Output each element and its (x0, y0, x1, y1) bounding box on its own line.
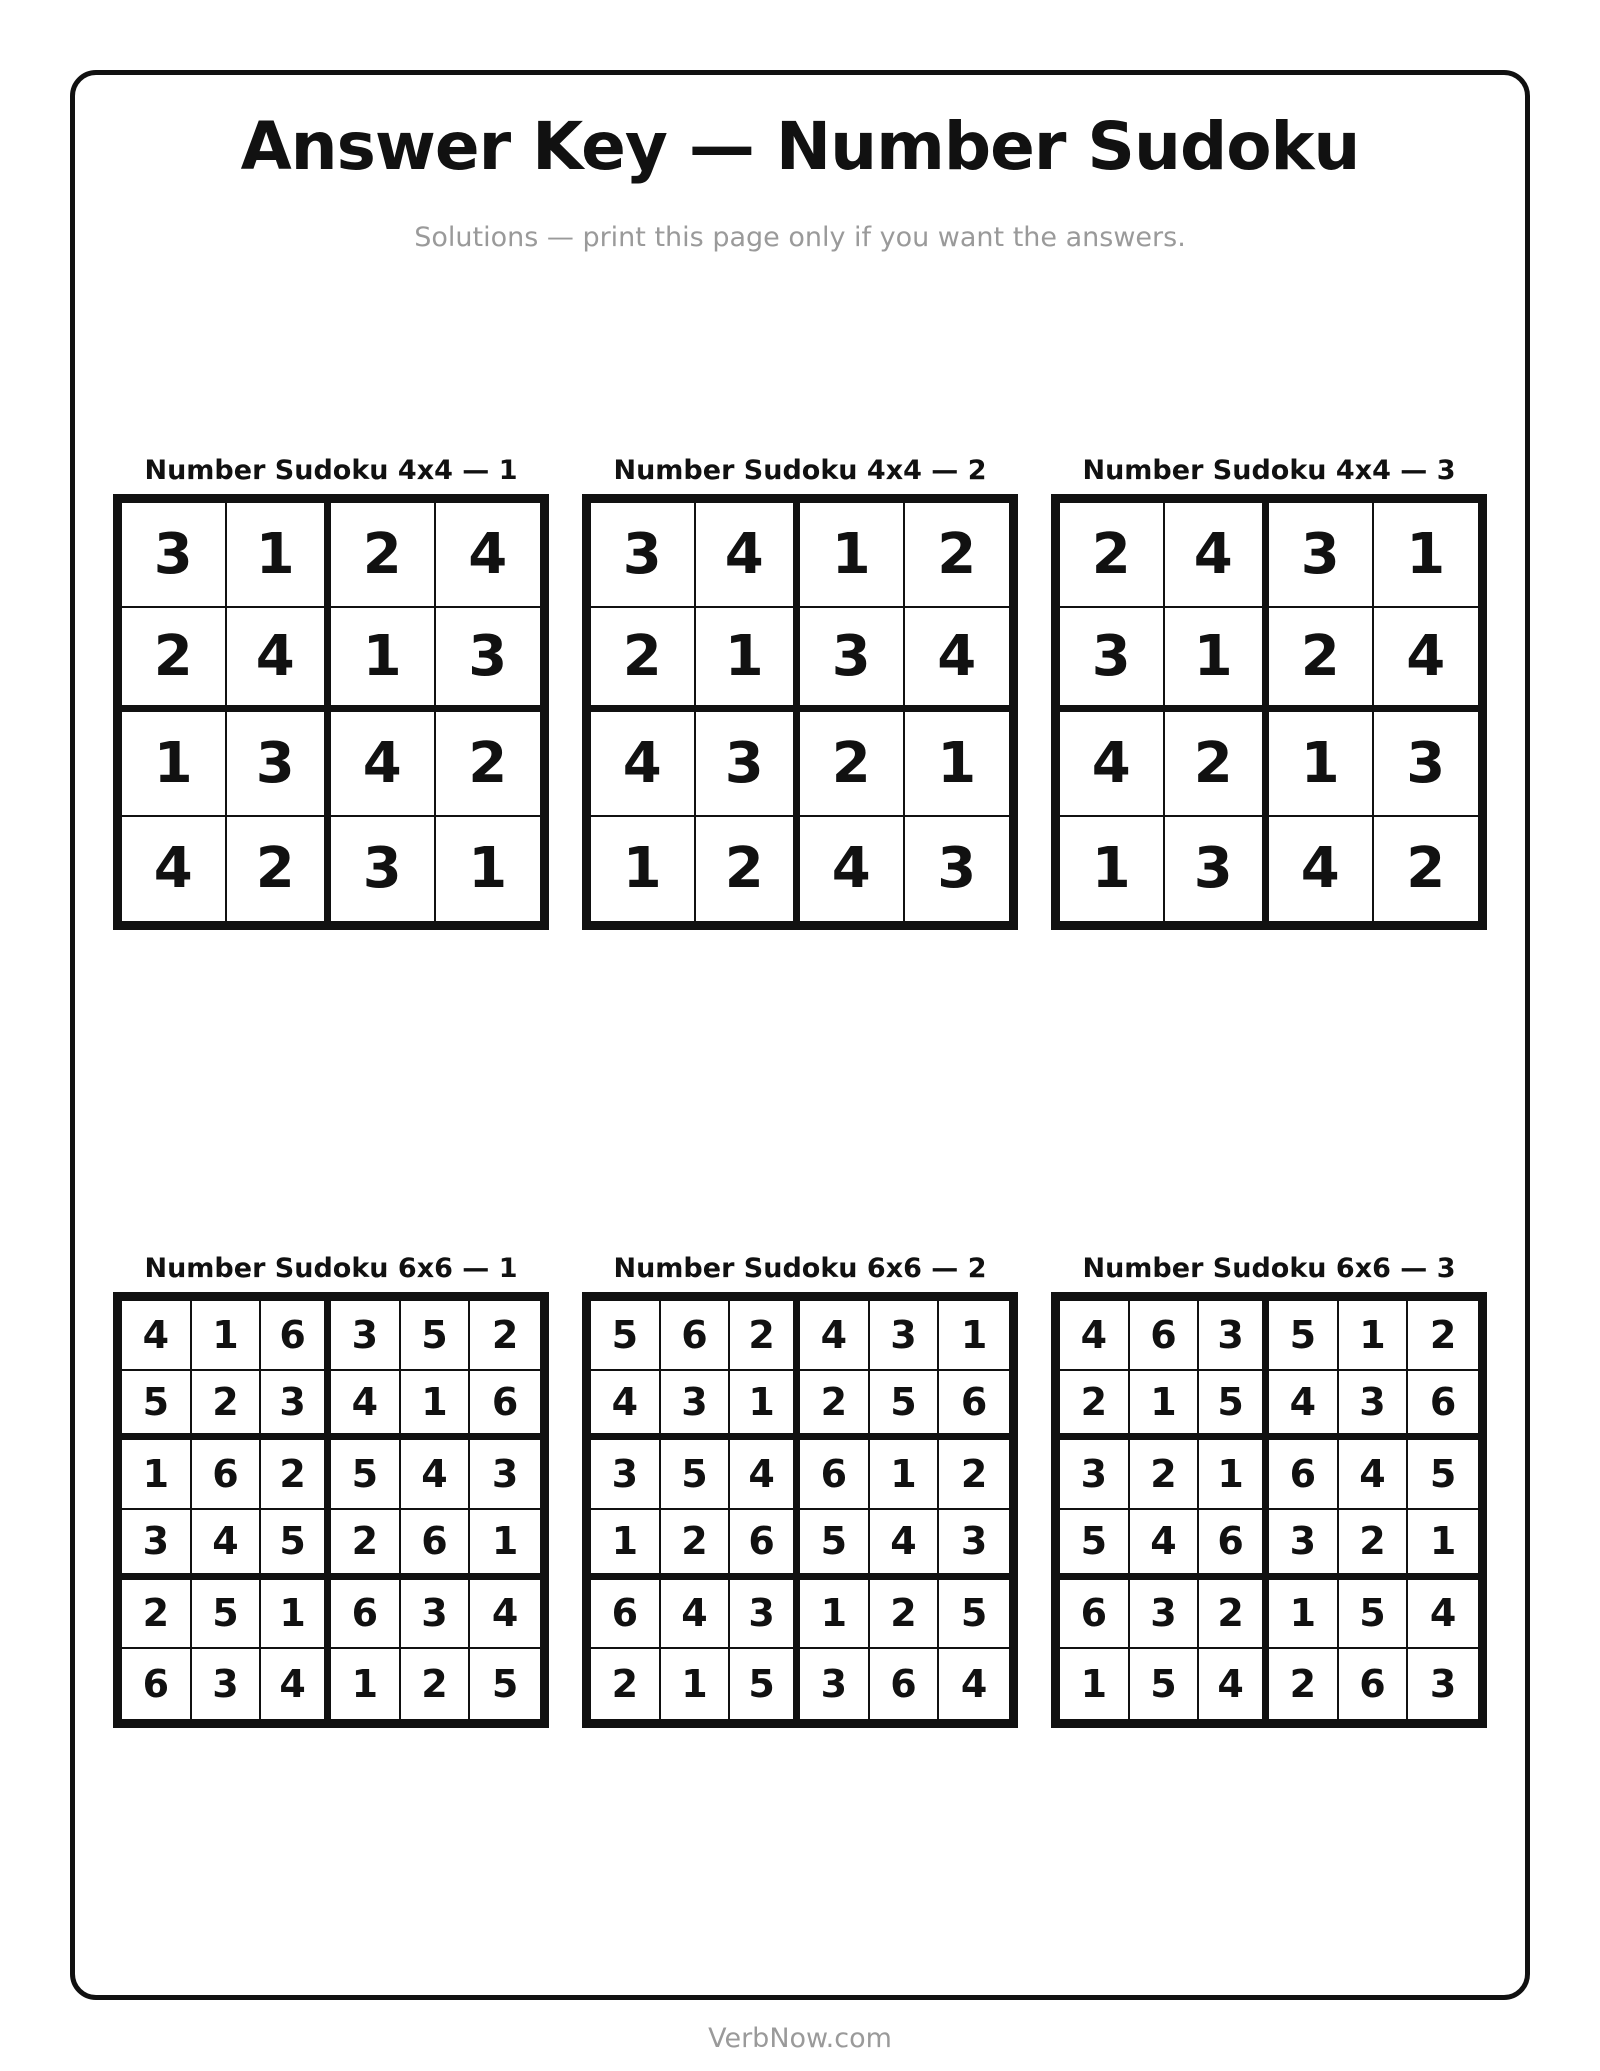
sudoku-cell: 2 (1269, 608, 1374, 713)
sudoku-cell: 3 (1429, 1662, 1457, 1707)
sudoku-grid (113, 1292, 549, 1728)
puzzle-title: Number Sudoku 6x6 — 2 (613, 1253, 987, 1284)
sudoku-cell: 4 (905, 608, 1010, 713)
puzzle-6x6-3 (1051, 1252, 1487, 1728)
sudoku-cell: 6 (1408, 1371, 1478, 1441)
sudoku-cell: 2 (1339, 1510, 1409, 1580)
sudoku-cell: 1 (1408, 1510, 1478, 1580)
sudoku-cell: 2 (696, 817, 801, 922)
sudoku-cell: 3 (1165, 817, 1270, 922)
sudoku-cell: 4 (122, 817, 227, 922)
sudoku-cell: 4 (436, 503, 541, 608)
sudoku-cell: 6 (122, 1649, 192, 1719)
sudoku-cell: 6 (1060, 1580, 1130, 1650)
sudoku-cell: 5 (261, 1510, 331, 1580)
sudoku-cell: 5 (331, 1440, 401, 1510)
sudoku-cell: 5 (730, 1649, 800, 1719)
sudoku-cell: 4 (261, 1649, 331, 1719)
sudoku-cell: 5 (1269, 1301, 1339, 1371)
sudoku-cell: 3 (122, 503, 227, 608)
sudoku-cell: 3 (937, 836, 977, 902)
sudoku-cell: 2 (1406, 836, 1446, 902)
sudoku-cell: 2 (1060, 503, 1165, 608)
puzzle-title: Number Sudoku 4x4 — 2 (613, 455, 987, 486)
sudoku-cell: 3 (800, 608, 905, 713)
sudoku-cell: 1 (939, 1301, 1009, 1371)
sudoku-cell: 2 (591, 1649, 661, 1719)
sudoku-cell: 3 (1060, 608, 1165, 713)
puzzle-6x6-1 (113, 1252, 549, 1728)
sudoku-cell: 3 (661, 1371, 731, 1441)
sudoku-cell: 3 (331, 1301, 401, 1371)
sudoku-cell: 3 (261, 1371, 331, 1441)
puzzle-title: Number Sudoku 6x6 — 1 (144, 1253, 518, 1284)
sudoku-cell: 1 (331, 608, 436, 713)
sudoku-cell: 3 (696, 712, 801, 817)
puzzle-6x6-2 (582, 1252, 1018, 1728)
sudoku-cell: 1 (1165, 608, 1270, 713)
sudoku-cell: 5 (491, 1662, 519, 1707)
sudoku-grid (582, 494, 1018, 930)
sudoku-cell: 6 (730, 1510, 800, 1580)
sudoku-cell: 1 (1269, 1580, 1339, 1650)
sudoku-cell: 1 (192, 1301, 262, 1371)
page-subtitle: Solutions — print this page only if you want the answers. (414, 222, 1186, 253)
sudoku-cell: 2 (905, 503, 1010, 608)
sudoku-cell: 3 (1269, 503, 1374, 608)
sudoku-cell: 1 (1339, 1301, 1409, 1371)
sudoku-cell: 5 (800, 1510, 870, 1580)
sudoku-cell: 5 (192, 1580, 262, 1650)
sudoku-cell: 3 (1374, 712, 1479, 817)
sudoku-cell: 1 (870, 1440, 940, 1510)
sudoku-cell: 3 (800, 1649, 870, 1719)
sudoku-cell: 6 (1130, 1301, 1200, 1371)
sudoku-cell: 2 (436, 712, 541, 817)
sudoku-cell: 2 (800, 712, 905, 817)
page-title: Answer Key — Number Sudoku (240, 108, 1360, 185)
sudoku-cell: 6 (192, 1440, 262, 1510)
sudoku-cell: 2 (401, 1649, 471, 1719)
sudoku-cell: 1 (1060, 817, 1165, 922)
sudoku-cell: 6 (1199, 1510, 1269, 1580)
sudoku-cell: 4 (1199, 1649, 1269, 1719)
sudoku-cell: 2 (870, 1580, 940, 1650)
sudoku-cell: 3 (227, 712, 332, 817)
sudoku-cell: 2 (1199, 1580, 1269, 1650)
sudoku-cell: 3 (1199, 1301, 1269, 1371)
sudoku-cell: 4 (1130, 1510, 1200, 1580)
sudoku-cell: 4 (1374, 608, 1479, 713)
sudoku-cell: 1 (800, 503, 905, 608)
sudoku-cell: 4 (800, 817, 905, 922)
sudoku-cell: 1 (1199, 1440, 1269, 1510)
sudoku-cell: 1 (1374, 503, 1479, 608)
sudoku-cell: 2 (331, 1510, 401, 1580)
sudoku-cell: 5 (1130, 1649, 1200, 1719)
sudoku-cell: 2 (122, 1580, 192, 1650)
sudoku-cell: 4 (1269, 1371, 1339, 1441)
sudoku-cell: 3 (939, 1510, 1009, 1580)
sudoku-cell: 2 (1060, 1371, 1130, 1441)
sudoku-cell: 2 (227, 817, 332, 922)
sudoku-cell: 4 (401, 1440, 471, 1510)
sudoku-cell: 4 (696, 503, 801, 608)
sudoku-cell: 1 (122, 712, 227, 817)
sudoku-cell: 3 (870, 1301, 940, 1371)
sudoku-cell: 6 (591, 1580, 661, 1650)
sudoku-cell: 6 (261, 1301, 331, 1371)
sudoku-cell: 6 (331, 1580, 401, 1650)
puzzle-title: Number Sudoku 6x6 — 3 (1082, 1253, 1456, 1284)
sudoku-cell: 6 (1339, 1649, 1409, 1719)
sudoku-cell: 2 (591, 608, 696, 713)
sudoku-cell: 6 (1269, 1440, 1339, 1510)
sudoku-cell: 1 (227, 503, 332, 608)
sudoku-cell: 3 (192, 1649, 262, 1719)
sudoku-cell: 4 (331, 712, 436, 817)
sudoku-cell: 1 (261, 1580, 331, 1650)
sudoku-cell: 4 (227, 608, 332, 713)
sudoku-cell: 3 (1130, 1580, 1200, 1650)
sudoku-cell: 2 (939, 1440, 1009, 1510)
sudoku-cell: 1 (905, 712, 1010, 817)
sudoku-cell: 4 (1060, 1301, 1130, 1371)
sudoku-cell: 2 (1165, 712, 1270, 817)
puzzle-title: Number Sudoku 4x4 — 3 (1082, 455, 1456, 486)
sudoku-cell: 5 (870, 1371, 940, 1441)
sudoku-cell: 6 (470, 1371, 540, 1441)
sudoku-cell: 5 (401, 1301, 471, 1371)
sudoku-cell: 3 (401, 1580, 471, 1650)
sudoku-cell: 4 (192, 1510, 262, 1580)
sudoku-cell: 4 (591, 712, 696, 817)
sudoku-cell: 4 (870, 1510, 940, 1580)
sudoku-cell: 3 (1269, 1510, 1339, 1580)
sudoku-cell: 4 (591, 1371, 661, 1441)
puzzle-title: Number Sudoku 4x4 — 1 (144, 455, 518, 486)
sudoku-cell: 4 (122, 1301, 192, 1371)
footer-site-name: VerbNow.com (708, 2023, 892, 2054)
sudoku-cell: 3 (470, 1440, 540, 1510)
sudoku-grid (1051, 494, 1487, 930)
sudoku-cell: 2 (1408, 1301, 1478, 1371)
sudoku-grid (1051, 1292, 1487, 1728)
sudoku-cell: 5 (1339, 1580, 1409, 1650)
sudoku-cell: 2 (1269, 1649, 1339, 1719)
sudoku-cell: 4 (331, 1371, 401, 1441)
sudoku-cell: 2 (1130, 1440, 1200, 1510)
sudoku-cell: 1 (331, 1649, 401, 1719)
sudoku-cell: 6 (939, 1371, 1009, 1441)
sudoku-cell: 3 (1060, 1440, 1130, 1510)
sudoku-cell: 2 (261, 1440, 331, 1510)
sudoku-cell: 6 (661, 1301, 731, 1371)
sudoku-cell: 2 (331, 503, 436, 608)
sudoku-cell: 1 (122, 1440, 192, 1510)
puzzle-4x4-1 (113, 454, 549, 930)
sudoku-cell: 4 (960, 1662, 988, 1707)
sudoku-cell: 1 (661, 1649, 731, 1719)
sudoku-cell: 3 (122, 1510, 192, 1580)
sudoku-cell: 1 (1130, 1371, 1200, 1441)
sudoku-cell: 1 (470, 1510, 540, 1580)
sudoku-cell: 2 (122, 608, 227, 713)
sudoku-cell: 4 (470, 1580, 540, 1650)
sudoku-cell: 6 (800, 1440, 870, 1510)
sudoku-cell: 5 (1199, 1371, 1269, 1441)
puzzle-4x4-3 (1051, 454, 1487, 930)
sudoku-cell: 2 (192, 1371, 262, 1441)
sudoku-cell: 1 (468, 836, 508, 902)
sudoku-grid (113, 494, 549, 930)
sudoku-cell: 4 (1339, 1440, 1409, 1510)
sudoku-cell: 4 (1060, 712, 1165, 817)
sudoku-cell: 1 (800, 1580, 870, 1650)
sudoku-cell: 2 (470, 1301, 540, 1371)
sudoku-cell: 3 (591, 1440, 661, 1510)
sudoku-cell: 4 (730, 1440, 800, 1510)
sudoku-cell: 2 (661, 1510, 731, 1580)
sudoku-cell: 3 (730, 1580, 800, 1650)
sudoku-cell: 5 (122, 1371, 192, 1441)
sudoku-cell: 3 (436, 608, 541, 713)
sudoku-cell: 6 (401, 1510, 471, 1580)
sudoku-cell: 4 (1269, 817, 1374, 922)
sudoku-cell: 1 (696, 608, 801, 713)
sudoku-cell: 2 (730, 1301, 800, 1371)
sudoku-cell: 4 (1408, 1580, 1478, 1650)
sudoku-cell: 4 (661, 1580, 731, 1650)
sudoku-cell: 4 (1165, 503, 1270, 608)
sudoku-cell: 2 (800, 1371, 870, 1441)
sudoku-cell: 1 (730, 1371, 800, 1441)
sudoku-cell: 5 (661, 1440, 731, 1510)
sudoku-cell: 6 (870, 1649, 940, 1719)
sudoku-cell: 5 (939, 1580, 1009, 1650)
sudoku-cell: 3 (1339, 1371, 1409, 1441)
sudoku-cell: 4 (800, 1301, 870, 1371)
sudoku-cell: 3 (331, 817, 436, 922)
sudoku-cell: 1 (591, 817, 696, 922)
sudoku-cell: 3 (591, 503, 696, 608)
sudoku-cell: 5 (591, 1301, 661, 1371)
sudoku-cell: 1 (1269, 712, 1374, 817)
sudoku-cell: 1 (1060, 1649, 1130, 1719)
sudoku-cell: 1 (401, 1371, 471, 1441)
sudoku-cell: 5 (1408, 1440, 1478, 1510)
sudoku-cell: 1 (591, 1510, 661, 1580)
puzzle-4x4-2 (582, 454, 1018, 930)
sudoku-cell: 5 (1060, 1510, 1130, 1580)
sudoku-grid (582, 1292, 1018, 1728)
